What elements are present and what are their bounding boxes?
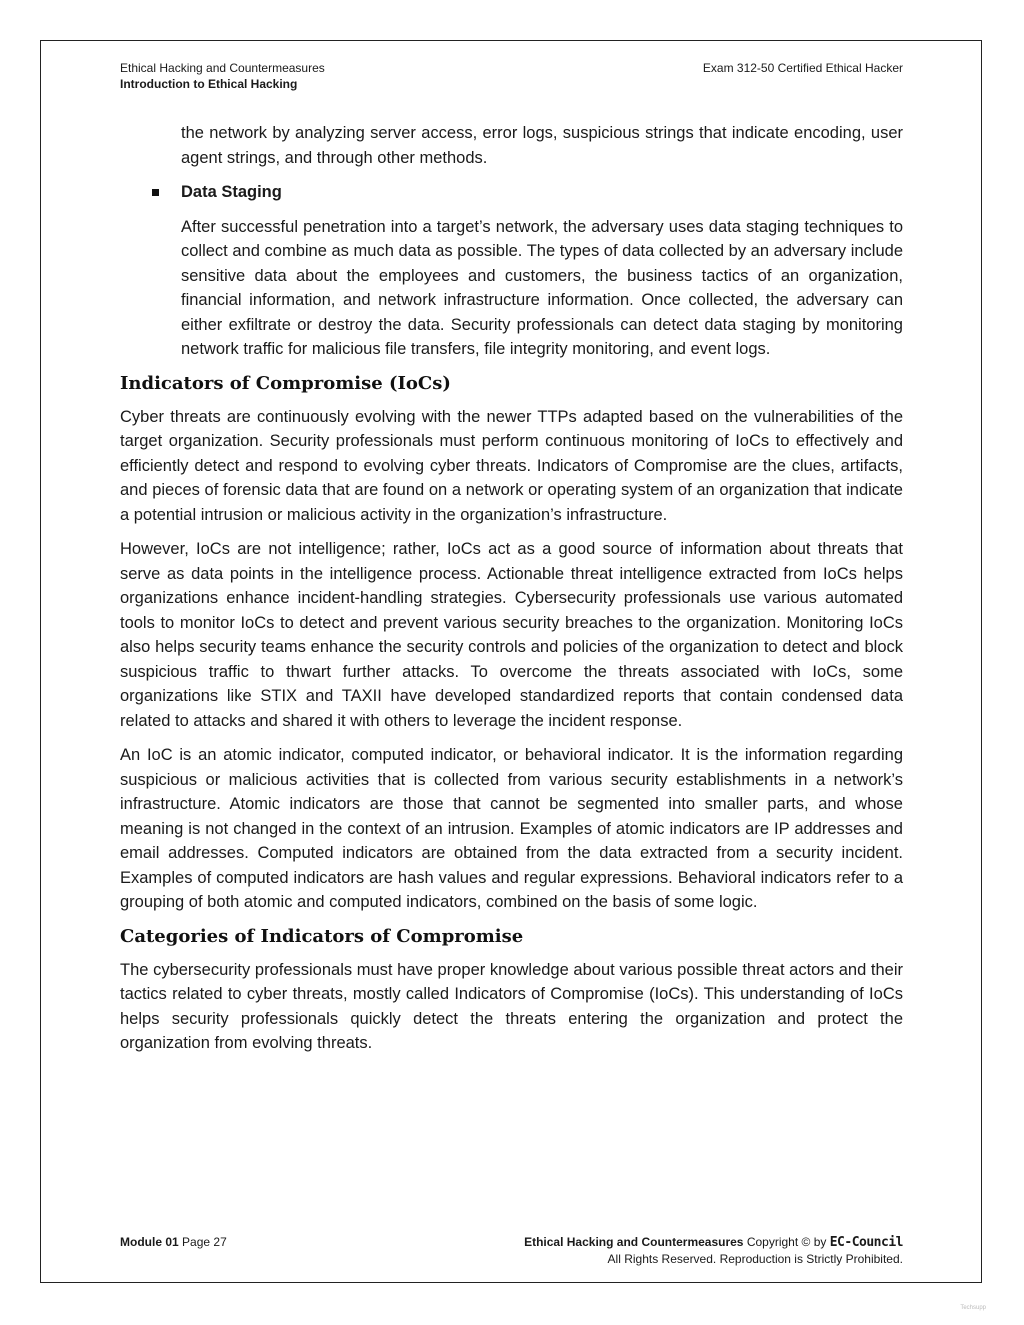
page-header-left <box>120 60 325 92</box>
rights-reserved: All Rights Reserved. Reproduction is Strictly Prohibited. <box>607 1252 903 1266</box>
page-number: Page 27 <box>182 1235 227 1249</box>
continued-paragraph: the network by analyzing server access, error logs, suspicious strings that indicate encoding, user agent strings, and through other methods. <box>181 124 903 167</box>
categories-heading: Categories of Indicators of Compromise <box>120 925 524 947</box>
page-content <box>120 121 903 1056</box>
course-title: Ethical Hacking and Countermeasures <box>120 61 325 75</box>
ec-council-logo: EC-Council <box>829 1235 903 1250</box>
page-footer-right <box>524 1234 903 1267</box>
ioc-paragraph-1: Cyber threats are continuously evolving with the newer TTPs adapted based on the vulnerabilities of the target organization. Security professionals must perform continuous monitoring of IoCs to effectively and efficiently detect and respond to evolving cyber threats. Indicators of Compromise are the clues, artifacts, and pieces of forensic data that are found on a network or operating system of an organization that indicate a potential intrusion or malicious activity in the organization’s infrastructure. <box>120 407 903 524</box>
ioc-heading: Indicators of Compromise (IoCs) <box>120 372 451 394</box>
categories-paragraph: The cybersecurity professionals must have proper knowledge about various possible threat actors and their tactics related to cyber threats, mostly called Indicators of Compromise (IoCs). This understanding of IoCs helps security professionals quickly detect the threats entering the organization and protect the organization from evolving threats. <box>120 960 903 1052</box>
module-number: Module 01 <box>120 1235 179 1249</box>
ioc-paragraph-2: However, IoCs are not intelligence; rather, IoCs act as a good source of information about threats that serve as data points in the intelligence process. Actionable threat intelligence extracted from IoCs helps organizations enhance incident-handling strategies. Cybersecurity professionals use various automated tools to monitor IoCs to detect and prevent various security breaches to the organization. Monitoring IoCs also helps security teams enhance the security controls and policies of the organization to detect and block suspicious traffic to thwart further attacks. To overcome the threats associated with IoCs, some organizations like STIX and TAXII have developed standardized reports that contain condensed data related to attacks and shared it with others to leverage the incident response. <box>120 540 903 730</box>
ioc-paragraph-3: An IoC is an atomic indicator, computed indicator, or behavioral indicator. It is the information regarding suspicious or malicious activities that is collected from various security establishments in a network’s infrastructure. Atomic indicators are those that cannot be segmented into smaller parts, and whose meaning is not changed in the context of an intrusion. Examples of atomic indicators are IP addresses and email addresses. Computed indicators are obtained from the data extracted from a security incident. Examples of computed indicators are hash values and regular expressions. Behavioral indicators refer to a grouping of both atomic and computed indicators, combined on the basis of some logic. <box>120 746 903 911</box>
data-staging-title: Data Staging <box>181 183 282 201</box>
exam-title: Exam 312-50 Certified Ethical Hacker <box>702 61 903 75</box>
data-staging-bullet <box>181 180 903 205</box>
module-title: Introduction to Ethical Hacking <box>120 77 298 91</box>
copyright-text: Copyright © by <box>746 1235 827 1249</box>
page-footer-left <box>120 1234 227 1250</box>
watermark: Techsupp <box>960 1305 986 1311</box>
copyright-title: Ethical Hacking and Countermeasures <box>524 1235 744 1249</box>
square-bullet-icon <box>152 189 159 196</box>
data-staging-paragraph: After successful penetration into a target’s network, the adversary uses data staging techniques to collect and combine as much data as possible. The types of data collected by an adversary include sensitive data about the employees and customers, the business tactics of an organization, financial information, and network infrastructure information. Once collected, the adversary can either exfiltrate or destroy the data. Security professionals can detect data staging by monitoring network traffic for malicious file transfers, file integrity monitoring, and event logs. <box>181 217 903 358</box>
